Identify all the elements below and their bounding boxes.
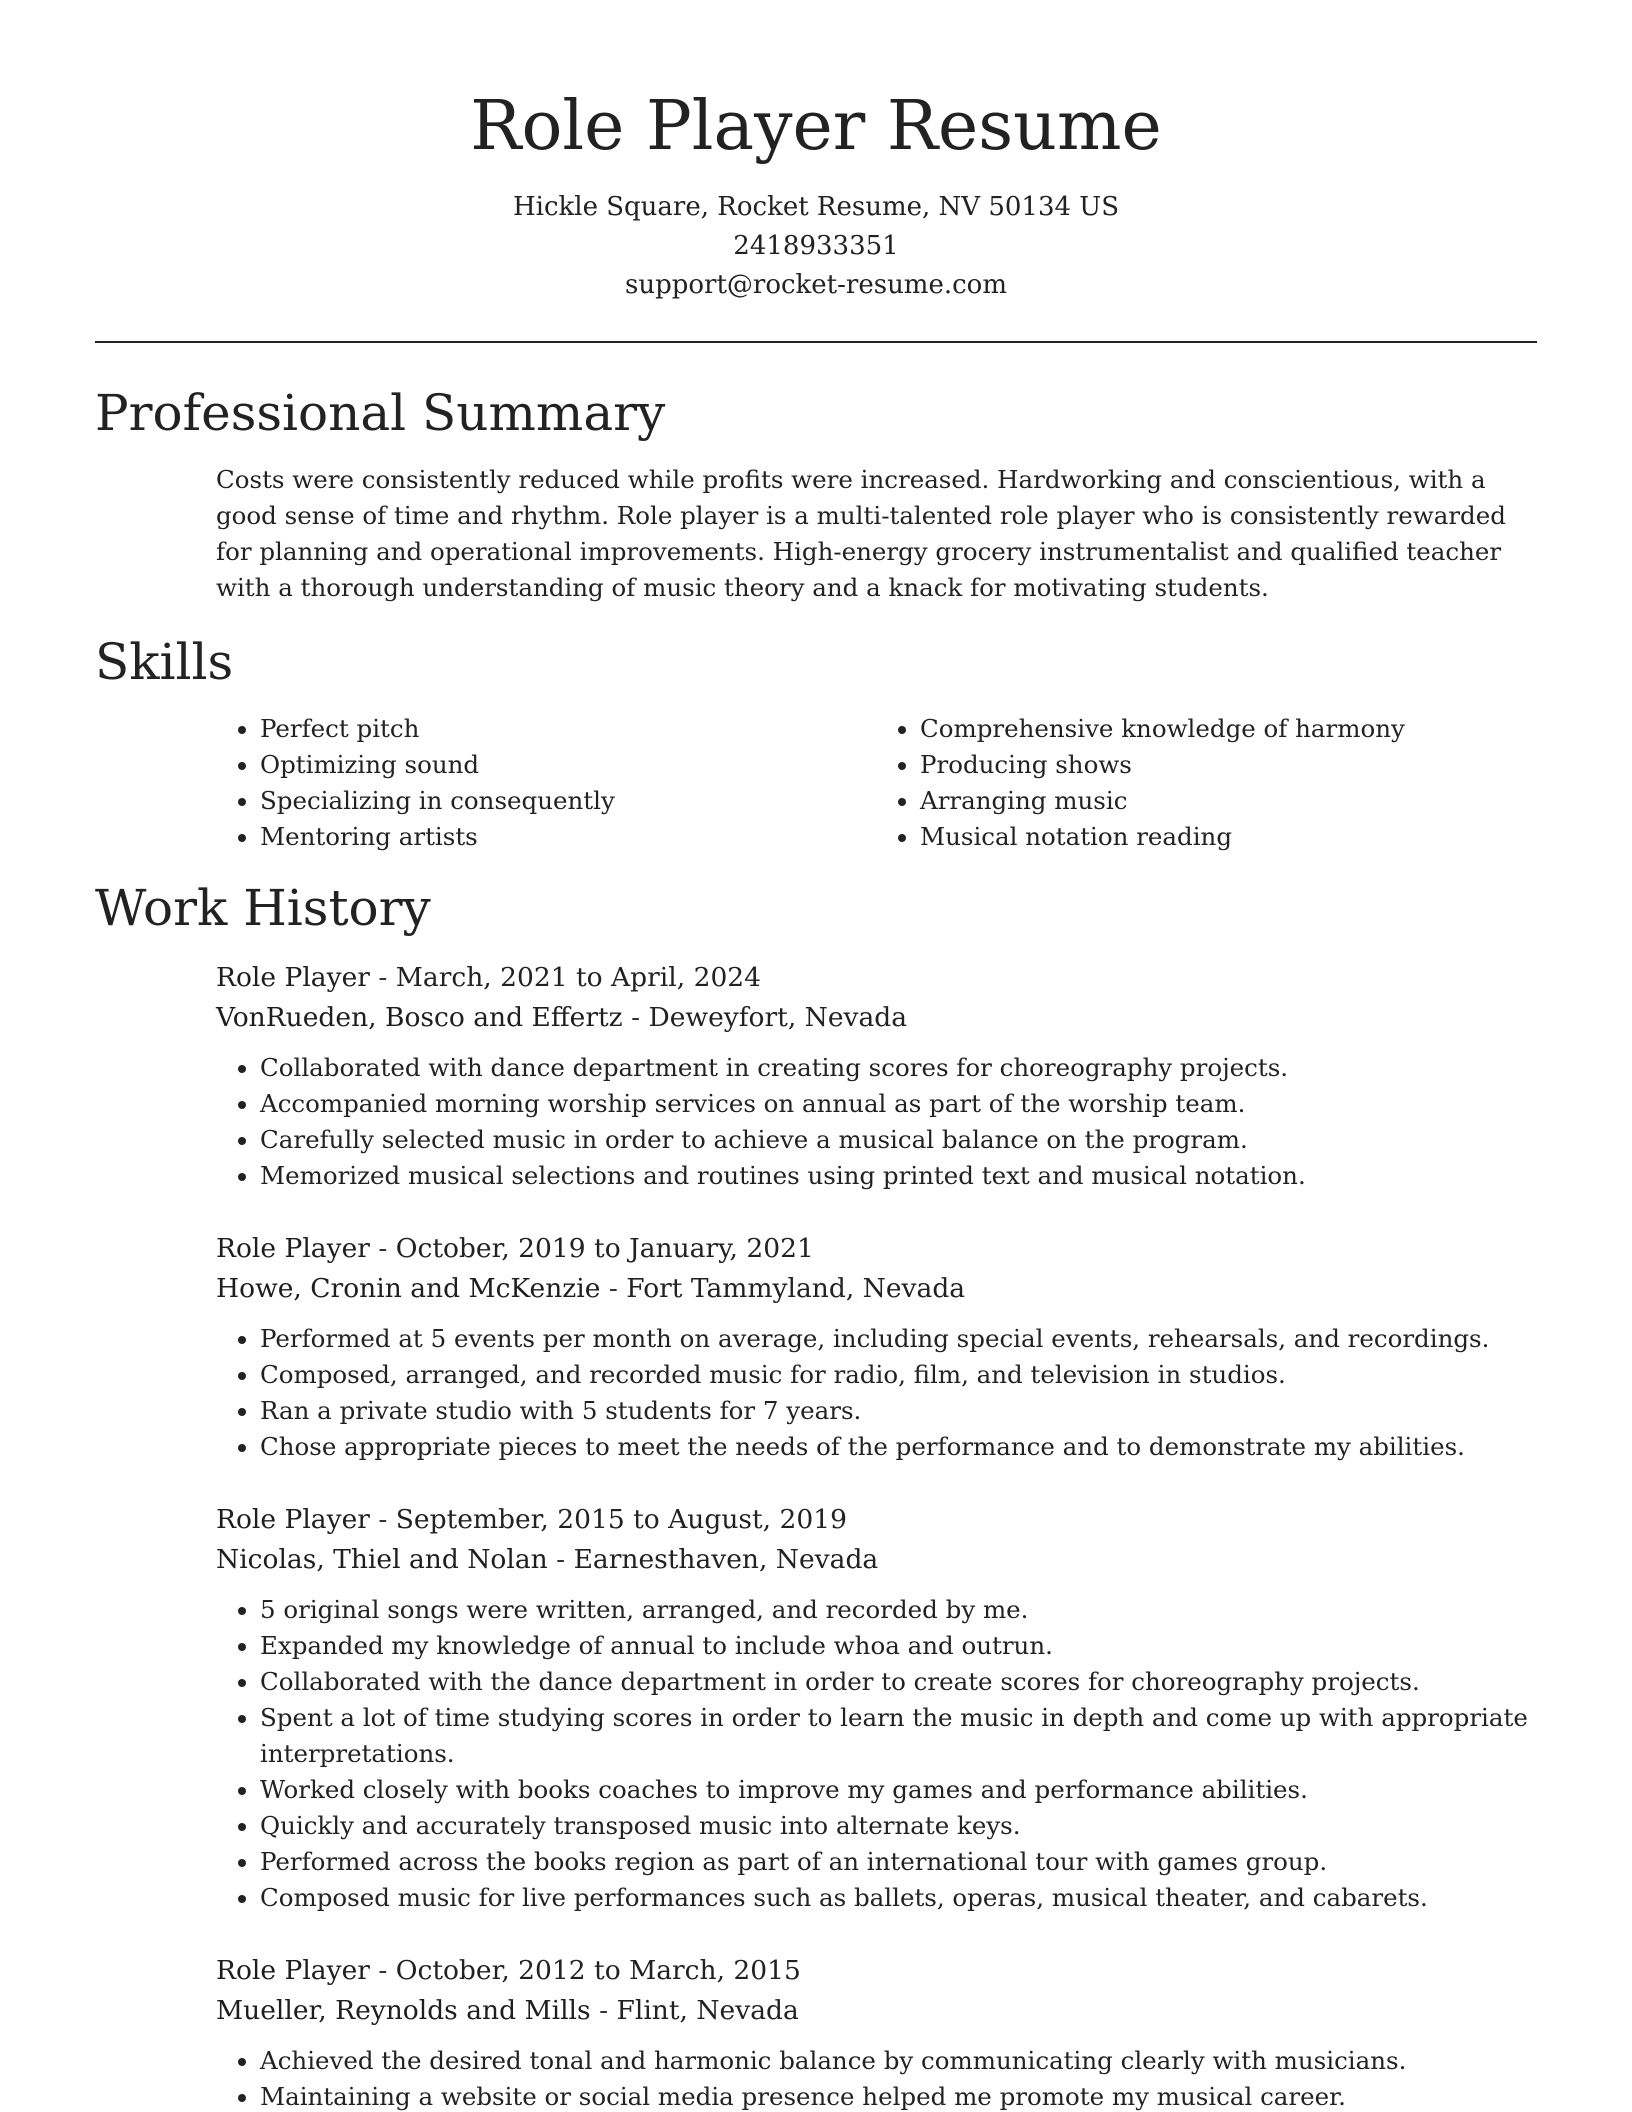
skill-item: • Arranging music	[920, 783, 1536, 819]
job-bullet: • Chose appropriate pieces to meet the needs of the performance and to demonstrate my abilities.	[260, 1429, 1536, 1465]
job-entry	[216, 1951, 1536, 2112]
contact-address: Hickle Square, Rocket Resume, NV 50134 US	[512, 192, 1120, 222]
separator: -	[378, 1955, 388, 1986]
job-company-line	[216, 1540, 1536, 1580]
job-entry	[216, 958, 1536, 1194]
contact-block	[0, 188, 1632, 305]
summary-text: Costs were consistently reduced while profits were increased. Hardworking and conscientious, with a good sense of time and rhythm. Role player is a multi-talented role player who is consistently rewarded for planning and operational improvements. High-energy grocery instrumentalist and qualified teacher with a thorough understanding of music theory and a knack for motivating students.	[216, 465, 1506, 602]
job-location: Deweyfort, Nevada	[648, 1002, 908, 1033]
job-title: Role Player	[216, 1955, 370, 1986]
skill-item: • Musical notation reading	[920, 819, 1536, 855]
separator: -	[378, 1233, 388, 1264]
work-history-heading: Work History	[95, 879, 431, 937]
job-dates: March, 2021 to April, 2024	[395, 962, 762, 993]
job-dates: October, 2012 to March, 2015	[395, 1955, 801, 1986]
skill-item: • Perfect pitch	[260, 711, 876, 747]
job-bullets	[216, 1050, 1536, 1194]
job-bullets	[216, 1592, 1536, 1916]
skill-item: • Specializing in consequently	[260, 783, 876, 819]
job-bullet: • Quickly and accurately transposed music into alternate keys.	[260, 1808, 1536, 1844]
skill-item: • Producing shows	[920, 747, 1536, 783]
job-dates: September, 2015 to August, 2019	[395, 1504, 847, 1535]
job-bullet: • Performed across the books region as part of an international tour with games group.	[260, 1844, 1536, 1880]
job-entry	[216, 1229, 1536, 1465]
contact-email: support@rocket-resume.com	[624, 270, 1007, 300]
separator: -	[378, 962, 388, 993]
job-title-line	[216, 1500, 1536, 1540]
skills-list	[216, 711, 1536, 855]
job-bullet: • Spent a lot of time studying scores in order to learn the music in depth and come up with appropriate interpretations.	[260, 1700, 1536, 1772]
skills-column-right	[876, 711, 1536, 855]
job-title-line	[216, 958, 1536, 998]
resume-title: Role Player Resume	[470, 87, 1162, 166]
job-bullets	[216, 1321, 1536, 1465]
job-location: Flint, Nevada	[616, 1995, 799, 2026]
job-title: Role Player	[216, 1233, 370, 1264]
job-bullet: • Composed music for live performances such as ballets, operas, musical theater, and cabarets.	[260, 1880, 1536, 1916]
job-bullet: • Carefully selected music in order to achieve a musical balance on the program.	[260, 1122, 1536, 1158]
job-bullet: • Memorized musical selections and routines using printed text and musical notation.	[260, 1158, 1536, 1194]
job-company: VonRueden, Bosco and Effertz	[216, 1002, 623, 1033]
job-company: Howe, Cronin and McKenzie	[216, 1273, 601, 1304]
job-bullet: • Composed, arranged, and recorded music for radio, film, and television in studios.	[260, 1357, 1536, 1393]
skill-item: • Mentoring artists	[260, 819, 876, 855]
job-bullet: • Ran a private studio with 5 students for 7 years.	[260, 1393, 1536, 1429]
contact-phone: 2418933351	[733, 231, 899, 261]
job-company: Nicolas, Thiel and Nolan	[216, 1544, 548, 1575]
separator: -	[378, 1504, 388, 1535]
resume-header	[0, 0, 1632, 305]
job-title-line	[216, 1951, 1536, 1991]
job-bullets	[216, 2043, 1536, 2112]
job-bullet: • Collaborated with dance department in creating scores for choreography projects.	[260, 1050, 1536, 1086]
separator: -	[631, 1002, 641, 1033]
job-location: Fort Tammyland, Nevada	[626, 1273, 966, 1304]
job-title: Role Player	[216, 1504, 370, 1535]
job-bullet: • Achieved the desired tonal and harmonic balance by communicating clearly with musicians.	[260, 2043, 1536, 2079]
skill-item: • Optimizing sound	[260, 747, 876, 783]
job-location: Earnesthaven, Nevada	[573, 1544, 879, 1575]
job-title: Role Player	[216, 962, 370, 993]
job-entry	[216, 1500, 1536, 1916]
separator: -	[599, 1995, 609, 2026]
separator: -	[608, 1273, 618, 1304]
job-bullet: • Collaborated with the dance department in order to create scores for choreography projects.	[260, 1664, 1536, 1700]
job-bullet: • Maintaining a website or social media presence helped me promote my musical career.	[260, 2079, 1536, 2112]
job-company: Mueller, Reynolds and Mills	[216, 1995, 591, 2026]
job-title-line	[216, 1229, 1536, 1269]
job-bullet: • Accompanied morning worship services on annual as part of the worship team.	[260, 1086, 1536, 1122]
summary-heading: Professional Summary	[95, 384, 666, 442]
job-bullet: • Expanded my knowledge of annual to include whoa and outrun.	[260, 1628, 1536, 1664]
job-company-line	[216, 1991, 1536, 2031]
job-dates: October, 2019 to January, 2021	[395, 1233, 814, 1264]
job-bullet: • Performed at 5 events per month on average, including special events, rehearsals, and recordings.	[260, 1321, 1536, 1357]
job-bullet: • Worked closely with books coaches to improve my games and performance abilities.	[260, 1772, 1536, 1808]
job-company-line	[216, 998, 1536, 1038]
job-company-line	[216, 1269, 1536, 1309]
skills-column-left	[216, 711, 876, 855]
header-divider	[95, 341, 1537, 343]
skill-item: • Comprehensive knowledge of harmony	[920, 711, 1536, 747]
separator: -	[556, 1544, 566, 1575]
skills-heading: Skills	[95, 633, 234, 691]
job-bullet: • 5 original songs were written, arranged, and recorded by me.	[260, 1592, 1536, 1628]
